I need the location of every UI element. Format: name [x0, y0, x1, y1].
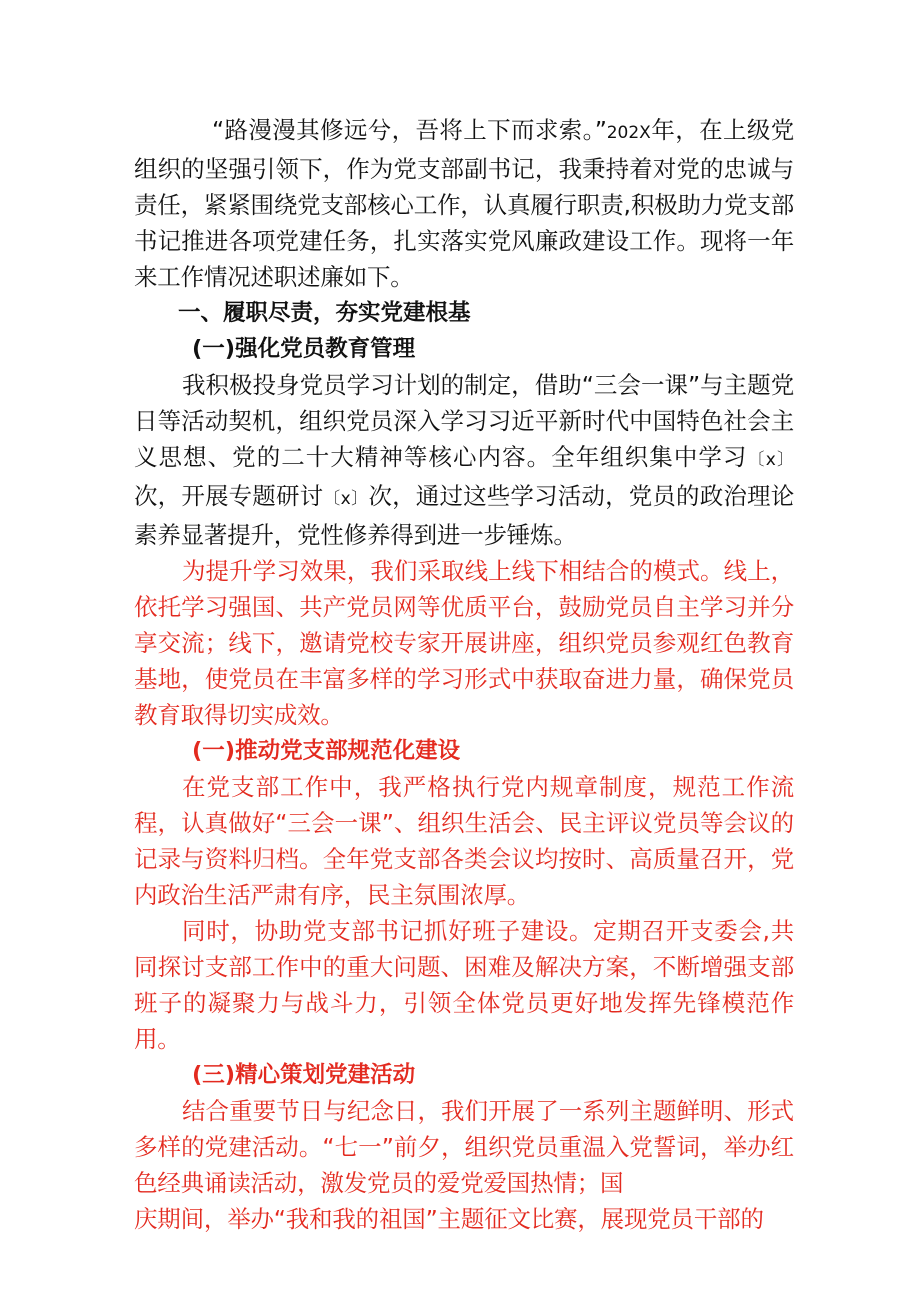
- section-heading-1: 一、履职尽责，夯实党建根基: [178, 300, 471, 326]
- intro-quote: “路漫漫其修远兮，吾将上下而求索。”: [212, 116, 607, 144]
- sub1-para1-text-a: 我积极投身党员学习计划的制定，借助“三会一课”与主题党日等活动契机，组织党员深入学习习近平新时代中国特色社会主义思想、党的二十大精神等核心内容。全年组织集中学习: [134, 371, 794, 471]
- sub3-para1-line-2: 庆期间，举办“我和我的祖国”主题征文比赛，展现党员干部的: [134, 1205, 764, 1233]
- intro-rest: 年，在上级党组织的坚强引领下，作为党支部副书记，我秉持着对党的忠诚与责任，紧紧围绕党支部核心工作，认真履行职责,积极助力党支部书记推进各项党建任务，扎实落实党风廉政建设工作。现将一年来工作情况述职述廉如下。: [134, 116, 794, 291]
- subsection-heading-2: (一)推动党支部规范化建设: [192, 738, 461, 764]
- document-page: [134, 112, 794, 1237]
- sub3-paragraph-1: [134, 1093, 794, 1237]
- sub2-paragraph-2: 同时，协助党支部书记抓好班子建设。定期召开支委会,共同探讨支部工作中的重大问题、困难及解决方案，不断增强支部班子的凝聚力与战斗力，引领全体党员更好地发挥先锋模范作用。: [134, 917, 794, 1053]
- intro-year: 202X: [606, 123, 651, 143]
- subsection-heading-3: (三)精心策划党建活动: [192, 1062, 416, 1088]
- subsection-heading-1: (一)强化党员教育管理: [192, 336, 416, 362]
- sub1-para1-text-c: 次，通过这些学习活动，党员的政治理论素养显著提升，党性修养得到进一步锤炼。: [134, 482, 794, 549]
- sub1-paragraph-1: [134, 367, 794, 553]
- sub3-para1-line-1: 结合重要节日与纪念日，我们开展了一系列主题鲜明、形式多样的党建活动。“七一”前夕，组织党员重温入党誓词，举办红色经典诵读活动，激发党员的爱党爱国热情；国: [134, 1097, 794, 1197]
- sub2-paragraph-1: 在党支部工作中，我严格执行党内规章制度，规范工作流程，认真做好“三会一课”、组织生活会、民主评议党员等会议的记录与资料归档。全年党支部各类会议均按时、高质量召开，党内政治生活严肃有序，民主氛围浓厚。: [134, 773, 794, 909]
- placeholder-mark-1: 〔x〕: [747, 450, 795, 470]
- sub1-paragraph-2: 为提升学习效果，我们采取线上线下相结合的模式。线上，依托学习强国、共产党员网等优质平台，鼓励党员自主学习并分享交流；线下，邀请党校专家开展讲座，组织党员参观红色教育基地，使党员在丰富多样的学习形式中获取奋进力量，确保党员教育取得切实成效。: [134, 557, 794, 729]
- sub1-para1-text-b: 次，开展专题研讨: [134, 482, 324, 510]
- placeholder-mark-2: 〔x〕: [323, 489, 369, 509]
- intro-paragraph: [134, 112, 794, 295]
